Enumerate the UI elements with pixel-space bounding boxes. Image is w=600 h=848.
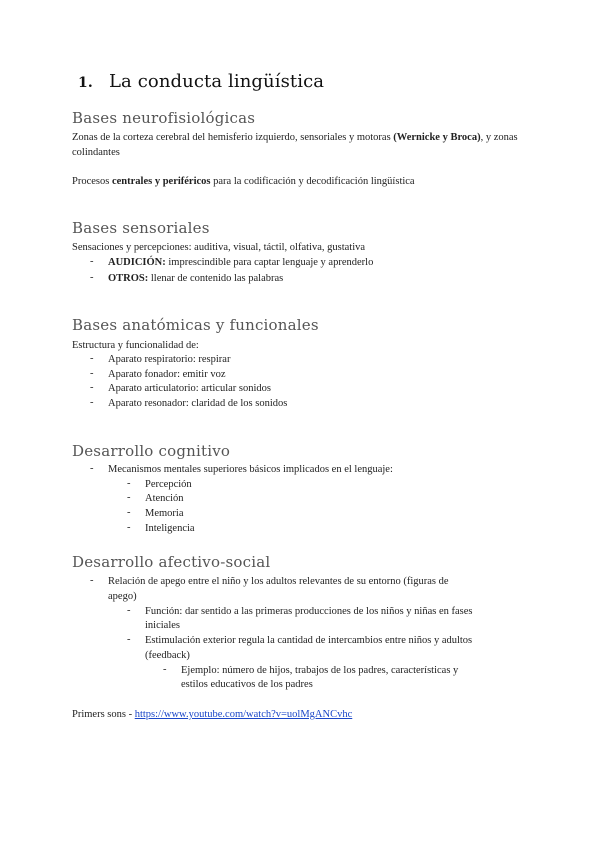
text-otros: OTROS:	[108, 273, 149, 284]
bullet-dash: -	[90, 397, 94, 408]
list-item-estimulacion-l1: Estimulación exterior regula la cantidad de intercambios entre niños y adultos	[145, 635, 473, 646]
list-item-audicion	[108, 256, 373, 271]
text-primers-sons: Primers sons -	[72, 709, 135, 720]
bullet-dash: -	[90, 368, 94, 379]
list-item: Atención	[145, 493, 184, 504]
list-item-estimulacion-l2: (feedback)	[145, 650, 190, 661]
heading-afectivo: Desarrollo afectivo-social	[72, 553, 271, 571]
bullet-dash: -	[127, 634, 131, 645]
text-wernicke-broca: (Wernicke y Broca)	[393, 132, 481, 143]
paragraph-zonas	[72, 130, 532, 160]
bullet-dash: -	[127, 478, 131, 489]
text-codificacion: para la codificación y decodificación lingüística	[210, 176, 415, 187]
list-item-mecanismos: Mecanismos mentales superiores básicos implicados en el lenguaje:	[108, 464, 393, 475]
heading-neurofisiologicas: Bases neurofisiológicas	[72, 109, 256, 127]
bullet-dash: -	[127, 605, 131, 616]
bullet-dash: -	[90, 256, 94, 267]
heading-cognitivo: Desarrollo cognitivo	[72, 442, 231, 460]
list-item-funcion-l2: iniciales	[145, 620, 180, 631]
list-item-apego-l1: Relación de apego entre el niño y los adultos relevantes de su entorno (figuras de	[108, 576, 449, 587]
youtube-link[interactable]: https://www.youtube.com/watch?v=uolMgANCvhc	[134, 709, 353, 720]
page-title	[78, 71, 324, 92]
list-item: Memoria	[145, 508, 184, 519]
list-item: Aparato respiratorio: respirar	[108, 354, 231, 365]
bullet-dash: -	[127, 522, 131, 533]
paragraph-primers-sons	[72, 707, 532, 722]
text-audicion: AUDICIÓN:	[108, 257, 166, 268]
bullet-dash: -	[90, 272, 94, 283]
heading-anatomicas: Bases anatómicas y funcionales	[72, 316, 319, 334]
paragraph-estructura: Estructura y funcionalidad de:	[72, 340, 199, 351]
bullet-dash: -	[90, 575, 94, 586]
text-audicion-desc: imprescindible para captar lenguaje y aprenderlo	[165, 257, 374, 268]
text-procesos: Procesos	[72, 176, 112, 187]
title-text: La conducta lingüística	[109, 71, 325, 92]
bullet-dash: -	[127, 492, 131, 503]
bullet-dash: -	[90, 463, 94, 474]
list-item-ejemplo-l2: estilos educativos de los padres	[181, 679, 313, 690]
bullet-dash: -	[90, 353, 94, 364]
list-item-apego-l2: apego)	[108, 591, 137, 602]
heading-sensoriales: Bases sensoriales	[72, 219, 210, 237]
text-zonas: Zonas de la corteza cerebral del hemisferio izquierdo, sensoriales y motoras	[72, 132, 394, 143]
list-item-otros	[108, 272, 283, 287]
paragraph-procesos	[72, 174, 532, 189]
paragraph-sensaciones: Sensaciones y percepciones: auditiva, visual, táctil, olfativa, gustativa	[72, 242, 366, 253]
list-item: Percepción	[145, 479, 192, 490]
list-item: Inteligencia	[145, 523, 195, 534]
list-item: Aparato resonador: claridad de los sonidos	[108, 398, 288, 409]
list-item-funcion-l1: Función: dar sentido a las primeras producciones de los niños y niñas en fases	[145, 606, 473, 617]
text-colindantes: , y zonas colindantes	[72, 132, 518, 158]
text-centrales: centrales y periféricos	[111, 176, 211, 187]
list-item-ejemplo-l1: Ejemplo: número de hijos, trabajos de los padres, características y	[181, 665, 459, 676]
bullet-dash: -	[163, 664, 167, 675]
text-otros-desc: llenar de contenido las palabras	[148, 273, 284, 284]
list-item: Aparato fonador: emitir voz	[108, 369, 226, 380]
bullet-dash: -	[90, 382, 94, 393]
list-item: Aparato articulatorio: articular sonidos	[108, 383, 271, 394]
bullet-dash: -	[127, 507, 131, 518]
title-number: 1.	[78, 75, 93, 91]
